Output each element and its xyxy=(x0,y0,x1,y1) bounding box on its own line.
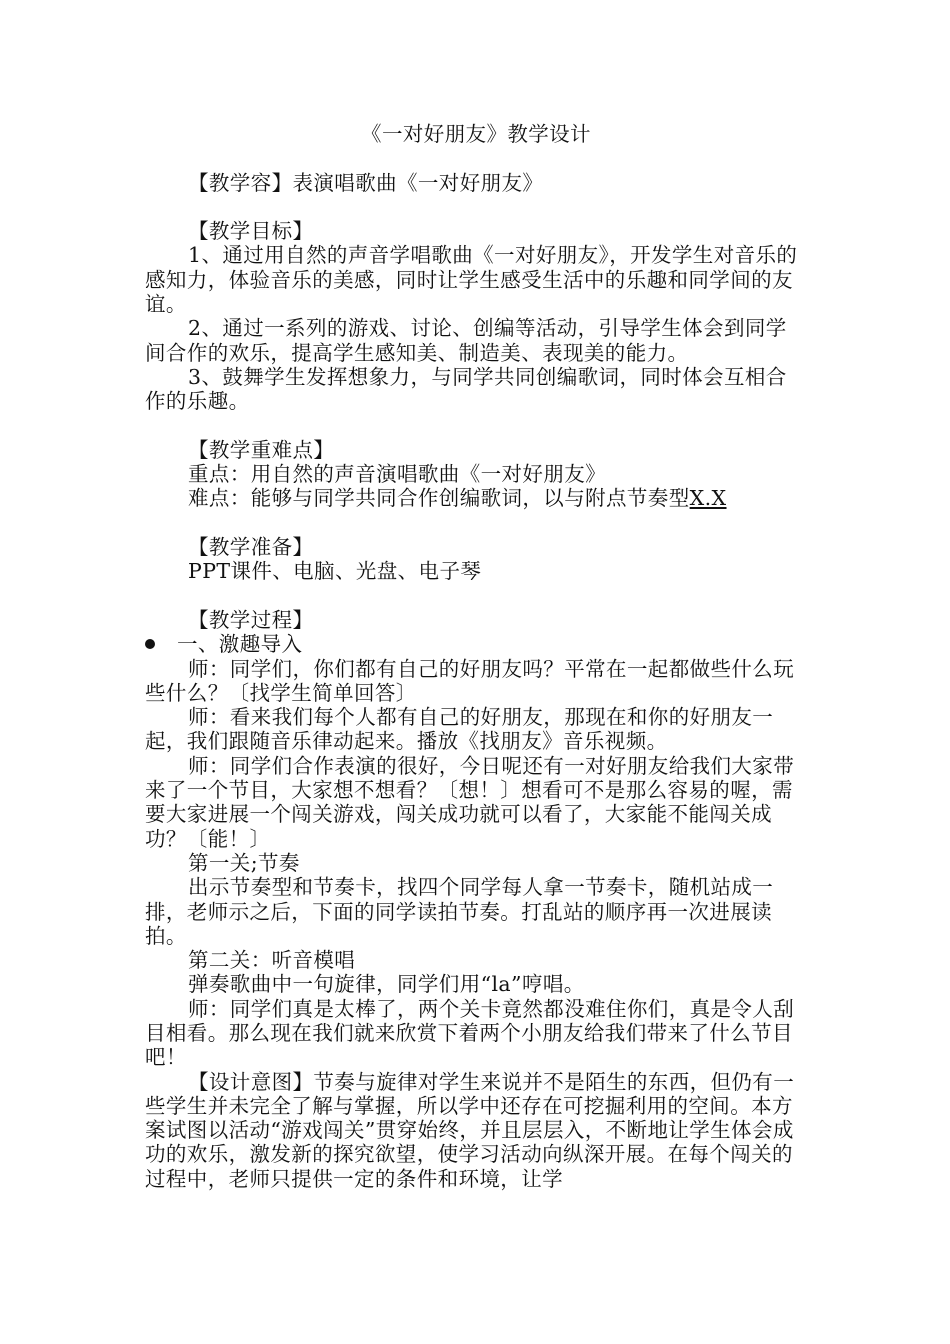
teaching-content: 【教学容】表演唱歌曲《一对好朋友》 xyxy=(188,170,544,195)
document-title: 《一对好朋友》教学设计 xyxy=(361,122,591,146)
preparation-text: PPT课件、电脑、光盘、电子琴 xyxy=(188,559,482,584)
goals-heading: 【教学目标】 xyxy=(188,219,314,244)
section-1-heading: 一、激趣导入 xyxy=(145,632,807,656)
level-2-text: 弹奏歌曲中一句旋律，同学们用“la”哼唱。 xyxy=(188,972,585,997)
key-point-focus: 重点：用自然的声音演唱歌曲《一对好朋友》 xyxy=(188,462,606,487)
level-1-title: 第一关;节奏 xyxy=(188,850,300,875)
key-point-difficulty xyxy=(145,486,807,510)
bullet-icon xyxy=(145,639,155,649)
rhythm-notation: X.X xyxy=(689,486,727,511)
transition-paragraph: 师：同学们真是太棒了，两个关卡竟然都没难住你们，真是令人刮目相看。那么现在我们就来欣赏下着两个小朋友给我们带来了什么节目吧！ xyxy=(145,996,795,1070)
level-1-text: 出示节奏型和节奏卡，找四个同学每人拿一节奏卡，随机站成一排，老师示之后，下面的同学读拍节奏。打乱站的顺序再一次进展读拍。 xyxy=(145,875,774,948)
process-paragraph-2: 师：看来我们每个人都有自己的好朋友，那现在和你的好朋友一起，我们跟随音乐律动起来。播放《找朋友》音乐视频。 xyxy=(145,705,774,754)
difficulty-text: 难点：能够与同学共同合作创编歌词，以与附点节奏型 xyxy=(188,486,690,511)
goal-item-3: 3、鼓舞学生发挥想象力，与同学共同创编歌词，同时体会互相合作的乐趣。 xyxy=(145,364,787,414)
level-2-title: 第二关：听音模唱 xyxy=(188,948,356,973)
goal-item-2: 2、通过一系列的游戏、讨论、创编等活动，引导学生体会到同学间合作的欢乐，提高学生感知美、制造美、表现美的能力。 xyxy=(145,316,787,365)
process-paragraph-1: 师：同学们，你们都有自己的好朋友吗？平常在一起都做些什么玩些什么？〔找学生简单回答〕 xyxy=(145,656,795,705)
preparation-heading: 【教学准备】 xyxy=(188,535,314,560)
process-paragraph-3: 师：同学们合作表演的很好，今日呢还有一对好朋友给我们大家带来了一个节目，大家想不想看？〔想！〕想看可不是那么容易的喔，需要大家进展一个闯关游戏，闯关成功就可以看了，大家能不能闯关成功？〔能！〕 xyxy=(145,753,795,851)
goal-item-1: 1、通过用自然的声音学唱歌曲《一对好朋友》，开发学生对音乐的感知力，体验音乐的美感，同时让学生感受生活中的乐趣和同学间的友谊。 xyxy=(145,243,798,317)
key-points-heading: 【教学重难点】 xyxy=(188,437,335,462)
document-page xyxy=(145,122,807,1191)
process-heading: 【教学过程】 xyxy=(188,607,314,632)
design-intent: 【设计意图】节奏与旋律对学生来说并不是陌生的东西，但仍有一些学生并未完全了解与掌握，所以学中还存在可挖掘利用的空间。本方案试图以活动“游戏闯关”贯穿始终，并且层层入，不断地让学生体会成功的欢乐，激发新的探究欲望，使学习活动向纵深开展。在每个闯关的过程中，老师只提供一定的条件和环境，让学 xyxy=(145,1069,795,1191)
